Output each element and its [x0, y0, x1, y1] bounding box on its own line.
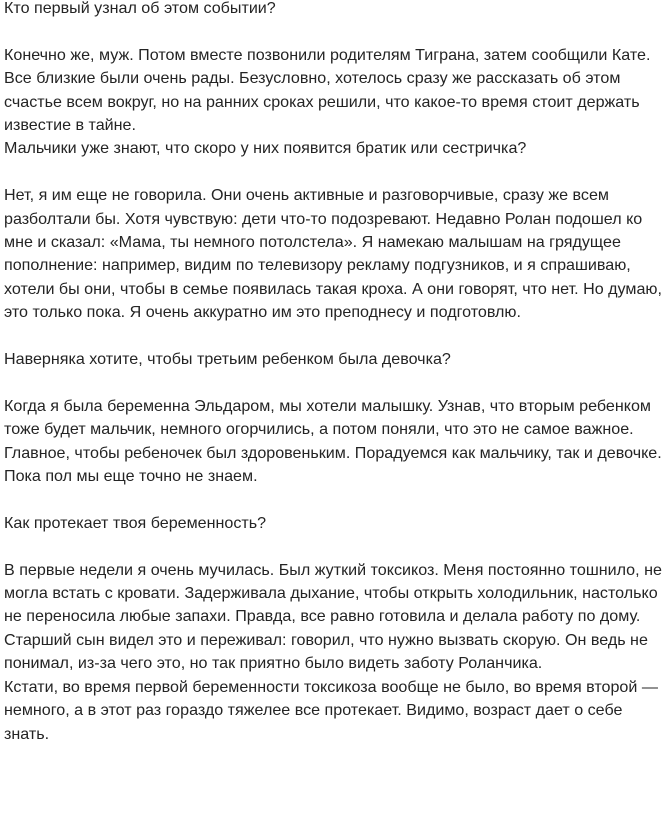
paragraph-gap [4, 371, 666, 394]
answer-third-child-girl: Когда я была беременна Эльдаром, мы хотели малышку. Узнав, что вторым ребенком тоже будет мальчик, немного огорчились, а потом поняли, что это не самое важное. Главное, чтобы ребеночек был здоровеньким. Порадуемся как мальчику, так и девочке. Пока пол мы еще точно не знаем. [4, 396, 662, 486]
question-third-child-girl: Наверняка хотите, чтобы третьим ребенком была девочка? [4, 350, 451, 369]
answer-boys-know: Нет, я им еще не говорила. Они очень активные и разговорчивые, сразу же всем разболтали бы. Хотя чувствую: дети что-то подозревают. Недавно Ролан подошел ко мне и сказал: «Мама, ты немного потолстела». Я намекаю малышам на грядущее пополнение: например, видим по телевизору рекламу подгузников, и я спрашиваю, хотели бы они, чтобы в семье появилась такая кроха. А они говорят, что нет. Но думаю, это только пока. Я очень аккуратно им это преподнесу и подготовлю. [4, 186, 662, 322]
article-body [4, 0, 666, 746]
question-first-to-know: Кто первый узнал об этом событии? [4, 0, 276, 17]
paragraph-gap [4, 535, 666, 558]
answer-first-to-know: Конечно же, муж. Потом вместе позвонили родителям Тиграна, затем сообщили Кате. Все близкие были очень рады. Безусловно, хотелось сразу же рассказать об этом счастье всем вокруг, но на ранних сроках решили, что какое-то время стоит держать известие в тайне. [4, 45, 651, 135]
answer-pregnancy-part-2: Старший сын видел это и переживал: говорил, что нужно вызвать скорую. Он ведь не понимал, из-за чего это, но так приятно было видеть заботу Роланчика. [4, 630, 648, 673]
question-pregnancy: Как протекает твоя беременность? [4, 513, 267, 532]
question-boys-know: Мальчики уже знают, что скоро у них появится братик или сестричка? [4, 139, 527, 158]
paragraph-gap [4, 20, 666, 43]
answer-pregnancy-part-3: Кстати, во время первой беременности токсикоза вообще не было, во время второй — немного, а в этот раз гораздо тяжелее все протекает. Видимо, возраст дает о себе знать. [4, 677, 658, 743]
paragraph-gap [4, 325, 666, 348]
answer-pregnancy-part-1: В первые недели я очень мучилась. Был жуткий токсикоз. Меня постоянно тошнило, не могла встать с кровати. Задерживала дыхание, чтобы открыть холодильник, настолько не переносила любые запахи. Правда, все равно готовила и делала работу по дому. [4, 560, 662, 626]
paragraph-gap [4, 161, 666, 184]
paragraph-gap [4, 488, 666, 511]
